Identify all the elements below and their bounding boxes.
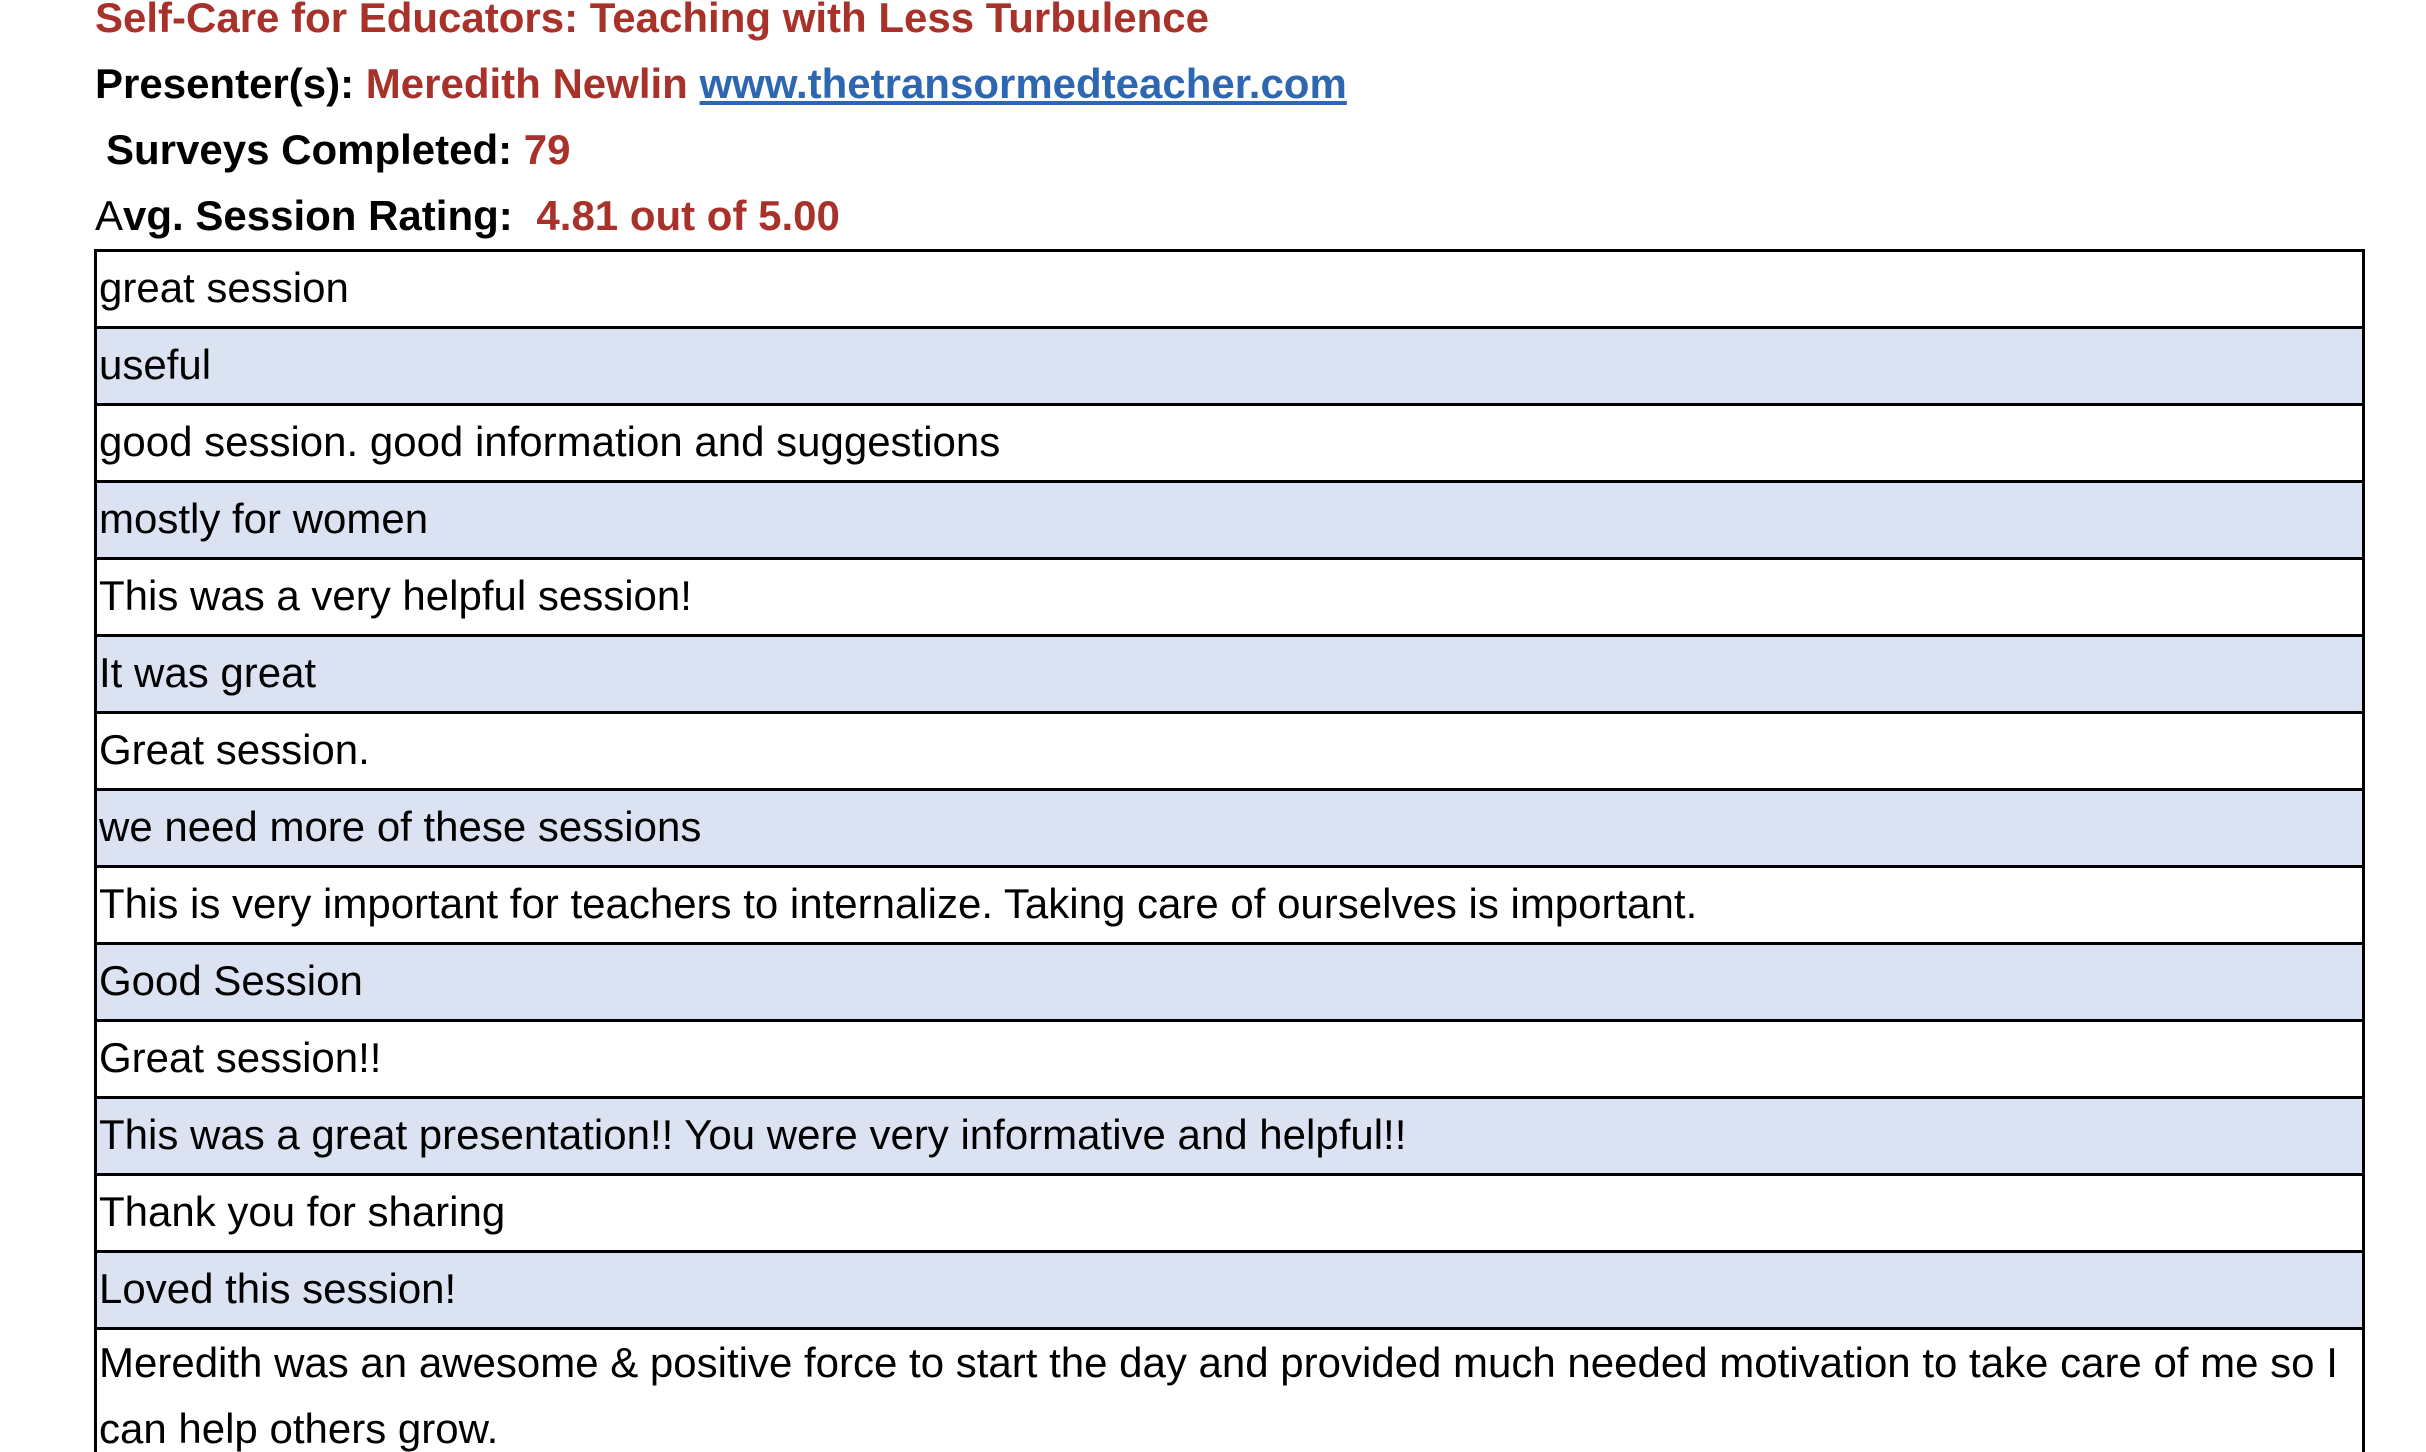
rating-value: 4.81 out of 5.00: [536, 192, 840, 239]
comment-row: Thank you for sharing: [97, 1176, 2362, 1253]
comment-row: mostly for women: [97, 483, 2362, 560]
presenter-website-link[interactable]: www.thetransormedteacher.com: [699, 60, 1347, 107]
rating-label-first-letter: A: [95, 192, 124, 239]
comment-row: we need more of these sessions: [97, 791, 2362, 868]
surveys-count: 79: [523, 126, 571, 173]
presenter-line: [95, 58, 1347, 110]
comment-row: Great session!!: [97, 1022, 2362, 1099]
surveys-label: Surveys Completed:: [106, 126, 513, 173]
comment-row: great session: [97, 252, 2362, 329]
comment-row: It was great: [97, 637, 2362, 714]
rating-label: vg. Session Rating:: [123, 192, 513, 239]
comment-row: Great session.: [97, 714, 2362, 791]
surveys-line: [106, 124, 571, 176]
presenter-name: Meredith Newlin: [365, 60, 688, 107]
comment-row: This is very important for teachers to internalize. Taking care of ourselves is important.: [97, 868, 2362, 945]
comment-row: This was a very helpful session!: [97, 560, 2362, 637]
comment-row: good session. good information and suggestions: [97, 406, 2362, 483]
rating-line: [95, 190, 840, 242]
comment-row: Good Session: [97, 945, 2362, 1022]
comment-row: Meredith was an awesome & positive force to start the day and provided much needed motivation to take care of me so I can help others grow.: [99, 1339, 2338, 1452]
presenter-label: Presenter(s):: [95, 60, 355, 107]
comment-row: Loved this session!: [97, 1253, 2362, 1330]
session-title: Self-Care for Educators: Teaching with Less Turbulence: [95, 0, 1209, 41]
comment-row: useful: [97, 329, 2362, 406]
comment-row: This was a great presentation!! You were very informative and helpful!!: [97, 1099, 2362, 1176]
comments-table: [94, 249, 2365, 1452]
